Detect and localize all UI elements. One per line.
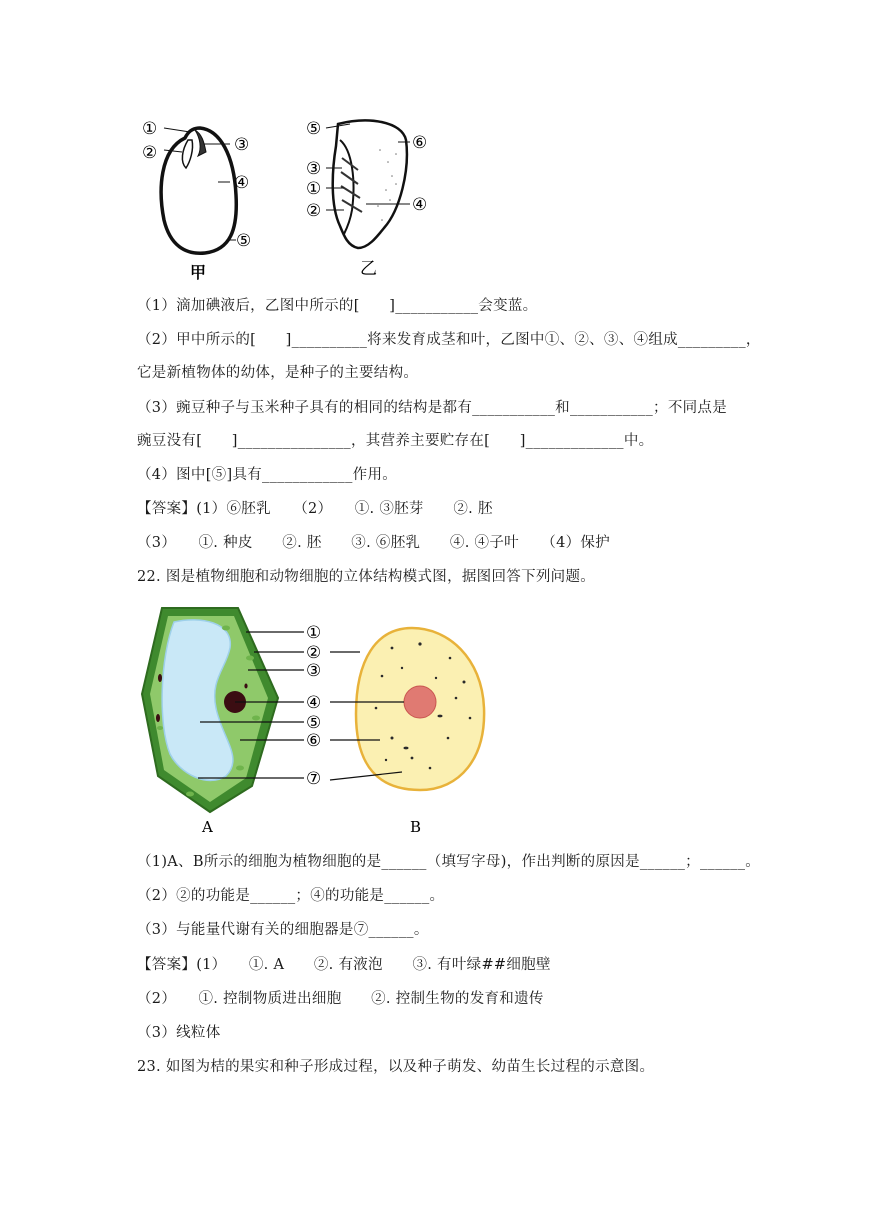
yi-label-4: ④ bbox=[412, 195, 428, 215]
q21-part2a: （2）甲中所示的[ ]__________将来发育成茎和叶，乙图中①、②、③、④组成_________， bbox=[137, 332, 761, 348]
q22-answer-1: 【答案】(1） ①. A ②. 有液泡 ③. 有叶绿##细胞壁 bbox=[137, 957, 551, 973]
q22-part1: （1)A、B所示的细胞为植物细胞的是______（填写字母)，作出判断的原因是______；______。 bbox=[137, 854, 761, 870]
cell-label-7: ⑦ bbox=[306, 769, 322, 789]
bean-seed bbox=[161, 128, 236, 253]
jia-label-3: ③ bbox=[234, 135, 250, 155]
q21-part1: （1）滴加碘液后，乙图中所示的[ ]___________会变蓝。 bbox=[137, 298, 538, 314]
yi-caption: 乙 bbox=[360, 259, 377, 279]
jia-label-4: ④ bbox=[234, 173, 250, 193]
q21-part3a: （3）豌豆种子与玉米种子具有的相同的结构是都有___________和___________；不同点是 bbox=[137, 400, 728, 416]
cell-label-6: ⑥ bbox=[306, 731, 322, 751]
q22-part2: （2）②的功能是______；④的功能是______。 bbox=[137, 888, 445, 904]
plant-cell bbox=[142, 608, 304, 812]
cell-label-1: ① bbox=[306, 623, 322, 643]
cell-label-3: ③ bbox=[306, 661, 322, 681]
yi-label-1: ① bbox=[306, 179, 322, 199]
animal-cell bbox=[330, 628, 484, 790]
q22-stem: 22. 图是植物细胞和动物细胞的立体结构模式图，据图回答下列问题。 bbox=[137, 569, 596, 585]
jia-label-1: ① bbox=[142, 119, 158, 139]
cell-caption-b: B bbox=[410, 818, 422, 836]
jia-caption: 甲 bbox=[190, 263, 207, 282]
cell-label-5: ⑤ bbox=[306, 713, 322, 733]
yi-label-6: ⑥ bbox=[412, 133, 428, 153]
jia-label-5: ⑤ bbox=[236, 231, 252, 251]
q22-answer-3: （3）线粒体 bbox=[137, 1025, 221, 1041]
cell-label-4: ④ bbox=[306, 693, 322, 713]
yi-label-5: ⑤ bbox=[306, 119, 322, 139]
cell-diagram bbox=[130, 598, 500, 843]
q22-part3: （3）与能量代谢有关的细胞器是⑦______。 bbox=[137, 922, 429, 938]
q21-answer-2: （3） ①. 种皮 ②. 胚 ③. ⑥胚乳 ④. ④子叶 （4）保护 bbox=[137, 535, 611, 551]
seed-diagram bbox=[130, 110, 450, 285]
yi-label-2: ② bbox=[306, 201, 322, 221]
q21-part2b: 它是新植物体的幼体，是种子的主要结构。 bbox=[137, 365, 419, 381]
q22-answer-2: （2） ①. 控制物质进出细胞 ②. 控制生物的发育和遗传 bbox=[137, 991, 544, 1007]
jia-label-2: ② bbox=[142, 143, 158, 163]
cell-caption-a: A bbox=[202, 818, 213, 836]
q21-part4: （4）图中[⑤]具有____________作用。 bbox=[137, 467, 398, 483]
q23-stem: 23. 如图为桔的果实和种子形成过程，以及种子萌发、幼苗生长过程的示意图。 bbox=[137, 1059, 655, 1075]
q21-part3b: 豌豆没有[ ]_______________，其营养主要贮存在[ ]_____________中。 bbox=[137, 433, 654, 449]
q21-answer-1: 【答案】(1）⑥胚乳 （2） ①. ③胚芽 ②. 胚 bbox=[137, 501, 493, 517]
corn-seed bbox=[326, 121, 410, 248]
cell-label-2: ② bbox=[306, 643, 322, 663]
yi-label-3: ③ bbox=[306, 159, 322, 179]
